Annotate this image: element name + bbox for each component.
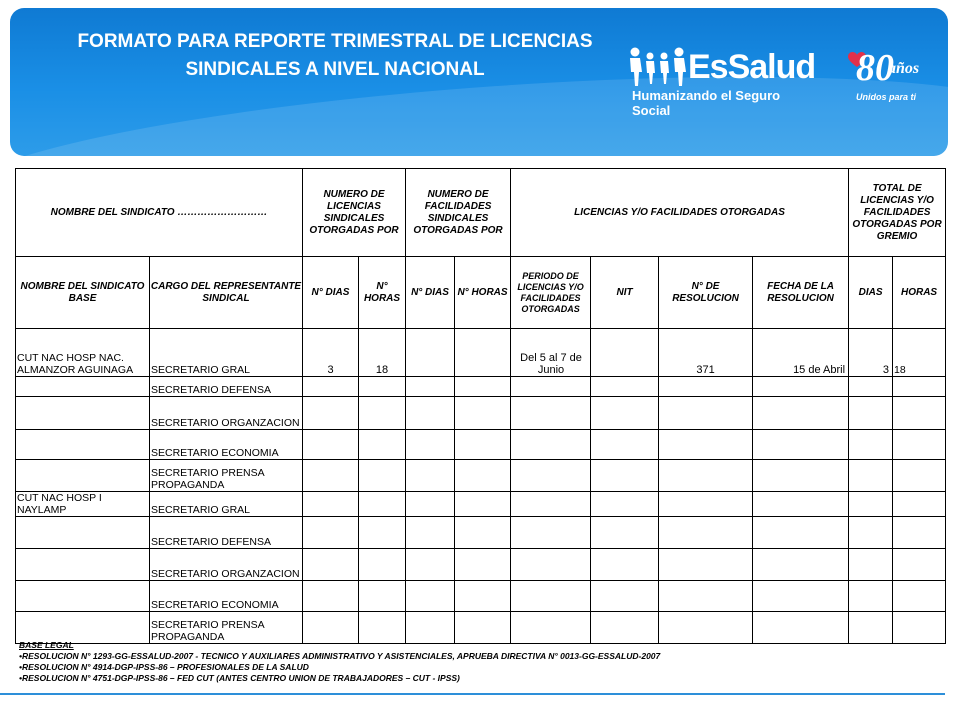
header-total: TOTAL DE LICENCIAS Y/O FACILIDADES OTORGADAS POR GREMIO [849, 169, 946, 257]
cell-lic-horas [359, 430, 406, 460]
column-header-row [16, 257, 946, 329]
cell-periodo [511, 517, 591, 549]
cell-fecha [753, 460, 849, 492]
col-fecha: FECHA DE LA RESOLUCION [753, 257, 849, 329]
cell-resolucion: 371 [659, 329, 753, 377]
cell-resolucion [659, 612, 753, 644]
cell-fac-dias [406, 460, 455, 492]
cell-fecha [753, 430, 849, 460]
cell-resolucion [659, 549, 753, 581]
cell-periodo [511, 492, 591, 517]
cell-fecha [753, 517, 849, 549]
cell-periodo [511, 397, 591, 430]
cell-nit [591, 377, 659, 397]
cell-nit [591, 549, 659, 581]
cell-fac-horas [455, 397, 511, 430]
cell-lic-horas [359, 581, 406, 612]
cell-fecha [753, 581, 849, 612]
cell-total-horas [893, 460, 946, 492]
table-row [16, 549, 946, 581]
cell-total-dias [849, 517, 893, 549]
col-periodo: PERIODO DE LICENCIAS Y/O FACILIDADES OTORGADAS [511, 257, 591, 329]
table-body [16, 329, 946, 644]
cell-lic-dias [303, 517, 359, 549]
table-row [16, 517, 946, 549]
cell-total-dias [849, 581, 893, 612]
cell-resolucion [659, 460, 753, 492]
essalud-brand: EsSalud [688, 48, 816, 86]
cell-periodo [511, 377, 591, 397]
cell-fac-horas [455, 492, 511, 517]
cell-cargo: SECRETARIO DEFENSA [150, 517, 303, 549]
table-row [16, 492, 946, 517]
cell-sindicato [16, 517, 150, 549]
table-row [16, 430, 946, 460]
cell-lic-horas [359, 549, 406, 581]
cell-lic-dias: 3 [303, 329, 359, 377]
cell-cargo: SECRETARIO ORGANZACION [150, 549, 303, 581]
col-lic-dias: N° DIAS [303, 257, 359, 329]
header-licencias: NUMERO DE LICENCIAS SINDICALES OTORGADAS POR [303, 169, 406, 257]
cell-total-horas [893, 612, 946, 644]
cell-lic-horas [359, 517, 406, 549]
cell-fecha [753, 397, 849, 430]
cell-resolucion [659, 581, 753, 612]
col-sindicato-base: NOMBRE DEL SINDICATO BASE [16, 257, 150, 329]
cell-lic-horas: 18 [359, 329, 406, 377]
cell-total-horas [893, 549, 946, 581]
col-cargo: CARGO DEL REPRESENTANTE SINDICAL [150, 257, 303, 329]
table-row [16, 377, 946, 397]
header-facilidades: NUMERO DE FACILIDADES SINDICALES OTORGADAS POR [406, 169, 511, 257]
cell-sindicato [16, 549, 150, 581]
header-sindicato: NOMBRE DEL SINDICATO ……………………… [16, 169, 303, 257]
col-nit: NIT [591, 257, 659, 329]
cell-cargo: SECRETARIO PRENSA PROPAGANDA [150, 612, 303, 644]
licencias-table [15, 168, 946, 644]
cell-fecha: 15 de Abril [753, 329, 849, 377]
cell-sindicato: CUT NAC HOSP NAC. ALMANZOR AGUINAGA [16, 329, 150, 377]
anniversary-logo [848, 46, 928, 110]
header-otorgadas: LICENCIAS Y/O FACILIDADES OTORGADAS [511, 169, 849, 257]
footer-divider [0, 693, 945, 695]
cell-periodo [511, 612, 591, 644]
cell-fecha [753, 549, 849, 581]
cell-total-horas [893, 581, 946, 612]
col-fac-horas: N° HORAS [455, 257, 511, 329]
cell-resolucion [659, 397, 753, 430]
cell-resolucion [659, 430, 753, 460]
cell-lic-dias [303, 460, 359, 492]
cell-total-horas [893, 492, 946, 517]
cell-fac-horas [455, 517, 511, 549]
cell-periodo [511, 581, 591, 612]
cell-lic-horas [359, 377, 406, 397]
cell-cargo: SECRETARIO ORGANZACION [150, 397, 303, 430]
table-row [16, 612, 946, 644]
cell-sindicato: CUT NAC HOSP I NAYLAMP [16, 492, 150, 517]
cell-lic-dias [303, 430, 359, 460]
anniversary-word: años [888, 60, 920, 77]
cell-lic-horas [359, 492, 406, 517]
cell-fac-dias [406, 581, 455, 612]
cell-total-horas [893, 517, 946, 549]
cell-nit [591, 517, 659, 549]
cell-periodo: Del 5 al 7 de Junio [511, 329, 591, 377]
cell-cargo: SECRETARIO DEFENSA [150, 377, 303, 397]
family-icon [626, 46, 688, 88]
cell-fac-horas [455, 612, 511, 644]
cell-sindicato [16, 397, 150, 430]
cell-fac-horas [455, 549, 511, 581]
legal-item: •RESOLUCION N° 4914-DGP-IPSS-86 – PROFESIONALES DE LA SALUD [19, 662, 309, 672]
cell-total-dias [849, 612, 893, 644]
col-total-horas: HORAS [893, 257, 946, 329]
cell-sindicato [16, 460, 150, 492]
cell-lic-dias [303, 581, 359, 612]
cell-lic-dias [303, 397, 359, 430]
cell-periodo [511, 460, 591, 492]
col-fac-dias: N° DIAS [406, 257, 455, 329]
cell-total-dias [849, 549, 893, 581]
cell-fecha [753, 492, 849, 517]
cell-nit [591, 397, 659, 430]
table-row [16, 397, 946, 430]
table-row [16, 329, 946, 377]
col-lic-horas: N° HORAS [359, 257, 406, 329]
header-banner [10, 8, 948, 156]
cell-fac-dias [406, 549, 455, 581]
cell-fecha [753, 377, 849, 397]
cell-nit [591, 329, 659, 377]
cell-fac-horas [455, 329, 511, 377]
cell-cargo: SECRETARIO PRENSA PROPAGANDA [150, 460, 303, 492]
cell-nit [591, 492, 659, 517]
cell-total-horas [893, 377, 946, 397]
cell-nit [591, 581, 659, 612]
cell-lic-dias [303, 612, 359, 644]
cell-fecha [753, 612, 849, 644]
col-total-dias: DIAS [849, 257, 893, 329]
cell-nit [591, 430, 659, 460]
cell-total-dias [849, 397, 893, 430]
cell-lic-dias [303, 549, 359, 581]
cell-lic-dias [303, 377, 359, 397]
cell-total-dias [849, 430, 893, 460]
page-title: FORMATO PARA REPORTE TRIMESTRAL DE LICENCIAS SINDICALES A NIVEL NACIONAL [77, 31, 593, 80]
cell-fac-horas [455, 430, 511, 460]
cell-resolucion [659, 517, 753, 549]
cell-cargo: SECRETARIO ECONOMIA [150, 581, 303, 612]
essalud-logo [622, 42, 816, 118]
cell-resolucion [659, 377, 753, 397]
col-resolucion: N° DE RESOLUCION [659, 257, 753, 329]
cell-fac-dias [406, 329, 455, 377]
table-row [16, 460, 946, 492]
cell-total-horas [893, 430, 946, 460]
cell-fac-dias [406, 430, 455, 460]
cell-nit [591, 460, 659, 492]
cell-fac-dias [406, 612, 455, 644]
anniversary-tagline: Unidos para ti [856, 92, 917, 102]
cell-sindicato [16, 430, 150, 460]
cell-total-dias [849, 377, 893, 397]
cell-fac-dias [406, 377, 455, 397]
cell-total-horas: 18 [893, 329, 946, 377]
cell-resolucion [659, 492, 753, 517]
cell-sindicato [16, 581, 150, 612]
legal-item: •RESOLUCION N° 4751-DGP-IPSS-86 – FED CUT (ANTES CENTRO UNION DE TRABAJADORES – CUT - IPSS) [19, 673, 460, 683]
cell-sindicato [16, 612, 150, 644]
cell-total-dias: 3 [849, 329, 893, 377]
cell-fac-dias [406, 397, 455, 430]
cell-lic-horas [359, 460, 406, 492]
cell-fac-horas [455, 581, 511, 612]
cell-total-dias [849, 460, 893, 492]
base-legal-title: BASE LEGAL [19, 640, 74, 650]
cell-lic-horas [359, 397, 406, 430]
cell-lic-horas [359, 612, 406, 644]
cell-cargo: SECRETARIO GRAL [150, 492, 303, 517]
cell-cargo: SECRETARIO ECONOMIA [150, 430, 303, 460]
cell-fac-dias [406, 517, 455, 549]
cell-fac-horas [455, 377, 511, 397]
cell-sindicato [16, 377, 150, 397]
cell-periodo [511, 549, 591, 581]
cell-total-horas [893, 397, 946, 430]
cell-cargo: SECRETARIO GRAL [150, 329, 303, 377]
anniversary-number: 80 [856, 47, 894, 89]
essalud-slogan: Humanizando el Seguro Social [632, 88, 781, 118]
group-header-row [16, 169, 946, 257]
cell-nit [591, 612, 659, 644]
base-legal [19, 640, 779, 684]
legal-item: •RESOLUCION N° 1293-GG-ESSALUD-2007 - TECNICO Y AUXILIARES ADMINISTRATIVO Y ASISTENCIALES, APRUEBA DIRECTIVA N° 0013-GG-ESSALUD-2007 [19, 651, 661, 661]
cell-total-dias [849, 492, 893, 517]
cell-periodo [511, 430, 591, 460]
cell-lic-dias [303, 492, 359, 517]
cell-fac-horas [455, 460, 511, 492]
table-row [16, 581, 946, 612]
cell-fac-dias [406, 492, 455, 517]
